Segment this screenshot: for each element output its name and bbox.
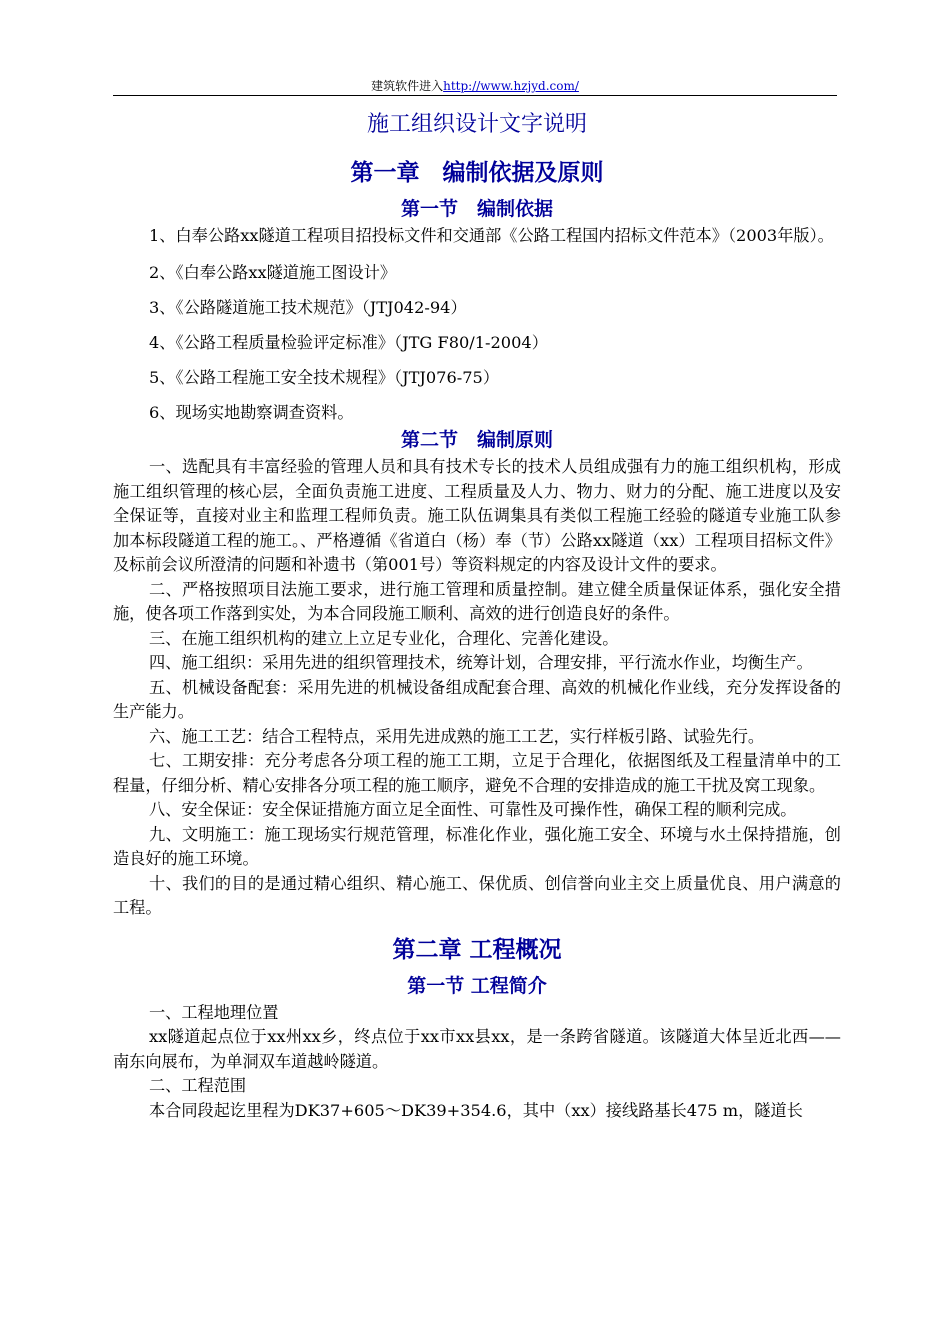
reference-item: 3、《公路隧道施工技术规范》（JTJ042-94） xyxy=(149,297,467,317)
principle-paragraph: 三、在施工组织机构的建立上立足专业化，合理化、完善化建设。 xyxy=(149,628,619,648)
page-header xyxy=(113,76,837,96)
principle-paragraph: 十、我们的目的是通过精心组织、精心施工、保优质、创信誉向业主交上质量优良、用户满意的工程。 xyxy=(113,873,841,917)
overview-paragraph: 二、工程范围 xyxy=(149,1076,247,1095)
reference-item: 1、白奉公路xx隧道工程项目招投标文件和交通部《公路工程国内招标文件范本》（2003年版）。 xyxy=(149,226,834,245)
document-title: 施工组织设计文字说明 xyxy=(366,112,587,137)
header-link[interactable]: http://www.hzjyd.com/ xyxy=(443,79,579,93)
principle-paragraph: 七、工期安排：充分考虑各分项工程的施工工期，立足于合理化，依据图纸及工程量清单中的工程量，仔细分析、精心安排各分项工程的施工顺序，避免不合理的安排造成的施工干扰及窝工现象。 xyxy=(113,751,841,795)
chapter-2-section-1-title: 第一节 工程简介 xyxy=(407,974,547,997)
principle-paragraph: 一、选配具有丰富经验的管理人员和具有技术专长的技术人员组成强有力的施工组织机构，形成施工组织管理的核心层，全面负责施工进度、工程质量及人力、物力、财力的分配、施工进度以及安全保证等，直接对业主和监理工程师负责。施工队伍调集具有类似工程施工经验的隧道专业施工队参加本标段隧道工程的施工。、严格遵循《省道白（杨）奉（节）公路xx隧道（xx）工程项目招标文件》及标前会议所澄清的问题和补遗书（第001号）等资料规定的内容及设计文件的要求。 xyxy=(113,457,841,574)
reference-item: 4、《公路工程质量检验评定标准》（JTG F80/1-2004） xyxy=(149,332,548,352)
chapter-1-section-1-title: 第一节 编制依据 xyxy=(400,198,553,220)
chapter-1-title: 第一章 编制依据及原则 xyxy=(350,160,604,186)
reference-item: 5、《公路工程施工安全技术规程》（JTJ076-75） xyxy=(149,367,500,387)
chapter-1-section-2-title: 第二节 编制原则 xyxy=(400,429,553,451)
header-text: 建筑软件进入 xyxy=(371,79,444,93)
chapter-2-title: 第二章 工程概况 xyxy=(392,936,562,963)
overview-paragraph: 一、工程地理位置 xyxy=(149,1002,279,1022)
document-body xyxy=(113,108,841,1123)
principle-paragraph: 四、施工组织：采用先进的组织管理技术，统筹计划，合理安排，平行流水作业，均衡生产。 xyxy=(149,653,813,672)
principle-paragraph: 六、施工工艺：结合工程特点，采用先进成熟的施工工艺，实行样板引路、试验先行。 xyxy=(149,726,765,746)
principle-paragraph: 五、机械设备配套：采用先进的机械设备组成配套合理、高效的机械化作业线，充分发挥设备的生产能力。 xyxy=(113,677,841,721)
reference-item: 6、现场实地勘察调查资料。 xyxy=(149,402,354,422)
overview-paragraph: 本合同段起讫里程为DK37+605～DK39+354.6，其中（xx）接线路基长475 m，隧道长 xyxy=(149,1100,803,1120)
principle-paragraph: 九、文明施工：施工现场实行规范管理，标准化作业，强化施工安全、环境与水土保持措施，创造良好的施工环境。 xyxy=(113,824,841,868)
header-rule xyxy=(113,95,837,96)
principle-paragraph: 二、严格按照项目法施工要求，进行施工管理和质量控制。建立健全质量保证体系，强化安全措施，使各项工作落到实处，为本合同段施工顺利、高效的进行创造良好的条件。 xyxy=(113,579,841,623)
principle-paragraph: 八、安全保证：安全保证措施方面立足全面性、可靠性及可操作性，确保工程的顺利完成。 xyxy=(149,800,797,819)
reference-item: 2、《白奉公路xx隧道施工图设计》 xyxy=(149,262,397,282)
overview-paragraph: xx隧道起点位于xx州xx乡，终点位于xx市xx县xx，是一条跨省隧道。该隧道大体呈近北西——南东向展布，为单洞双车道越岭隧道。 xyxy=(113,1027,841,1071)
